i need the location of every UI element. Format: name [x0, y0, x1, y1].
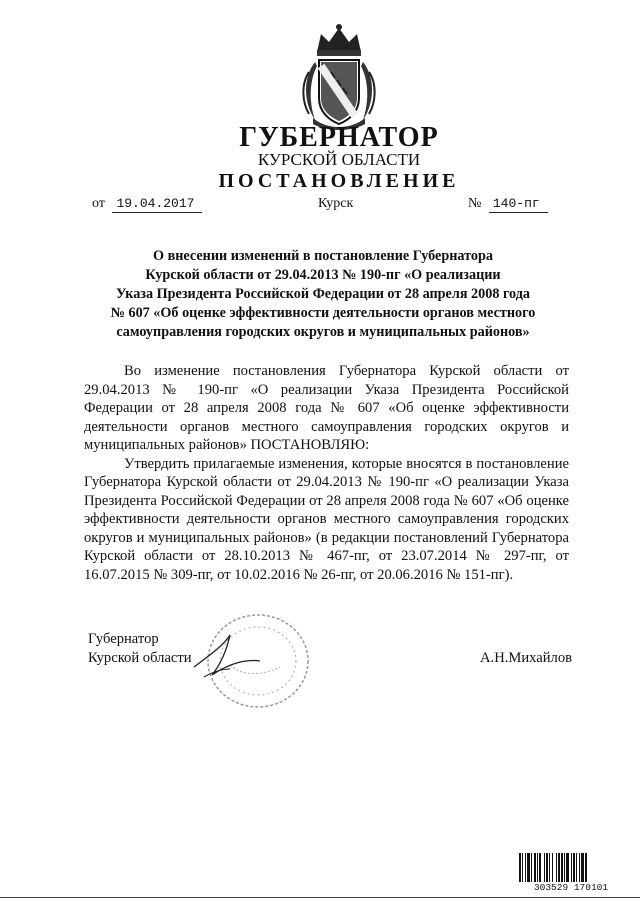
barcode-bar — [576, 853, 577, 883]
barcode-bar — [581, 853, 584, 883]
barcode-bar — [561, 853, 563, 883]
barcode-bar — [549, 853, 550, 883]
barcode-bar — [579, 853, 580, 883]
scan-edge-line — [0, 897, 640, 898]
coat-of-arms-emblem — [299, 22, 379, 130]
body-paragraph: Утвердить прилагаемые изменения, которые вносятся в постановление Губернатора Курской области от 29.04.2013 № 190-пг «О реализации Указа Президента Российской Федерации от 28 апреля 2008 года № 607 «Об оценке эффективности деятельности органов местного самоуправления городских округов и муниципальных районов» (в редакции постановлений Губернатора Курской области от 28.10.2013 № 467-пг, от 23.07.2014 № 297-пг, от 16.07.2015 № 309-пг, от 10.02.2016 № 26-пг, от 20.06.2016 № 151-пг). — [84, 455, 569, 583]
barcode-number: 303529 170101 — [519, 882, 623, 893]
date-value: 19.04.2017 — [112, 196, 202, 213]
barcode-bar — [534, 853, 536, 883]
governor-title: ГУБЕРНАТОР — [239, 122, 439, 153]
date-prefix: от — [92, 196, 105, 211]
document-kind: ПОСТАНОВЛЕНИЕ — [218, 170, 460, 192]
signer-title-line: Курской области — [88, 649, 192, 666]
barcode-bar — [531, 853, 532, 883]
heading-line: Курской области от 29.04.2013 № 190-пг «О реализации — [145, 267, 501, 283]
heading-line: самоуправления городских округов и муниципальных районов» — [116, 324, 530, 340]
barcode-bar — [519, 853, 521, 883]
barcode-bar — [556, 853, 557, 883]
signer-name: А.Н.Михайлов — [480, 650, 573, 666]
barcode-bar — [566, 853, 569, 883]
document-number — [468, 196, 548, 213]
barcode-bar — [571, 853, 572, 883]
heading-line: № 607 «Об оценке эффективности деятельности органов местного — [110, 305, 536, 321]
official-stamp — [190, 605, 320, 715]
document-body — [84, 362, 569, 584]
signer-title-line: Губернатор — [88, 631, 159, 647]
barcode-bar — [552, 853, 553, 883]
barcode-bar — [537, 853, 538, 883]
barcode-bar — [522, 853, 523, 883]
body-paragraph: Во изменение постановления Губернатора Курской области от 29.04.2013 № 190-пг «О реализации Указа Президента Российской Федерации от 28 апреля 2008 года № 607 «Об оценке эффективности деятельности органов местного самоуправления городских округов и муниципальных районов» ПОСТАНОВЛЯЮ: — [84, 363, 569, 453]
barcode-bar — [527, 853, 530, 883]
barcode-bar — [558, 853, 560, 883]
barcode-bar — [525, 853, 526, 883]
barcode-bar — [544, 853, 545, 883]
region-title: КУРСКОЙ ОБЛАСТИ — [257, 150, 421, 169]
barcode-bar — [546, 853, 548, 883]
number-prefix: № — [468, 196, 482, 211]
document-city: Курск — [318, 196, 354, 211]
document-heading — [78, 247, 568, 342]
barcode-bar — [573, 853, 575, 883]
heading-line: О внесении изменений в постановление Губернатора — [153, 248, 493, 264]
document-date — [92, 196, 202, 213]
barcode-bar — [564, 853, 565, 883]
barcode-bar — [539, 853, 541, 883]
number-value: 140-пг — [489, 196, 548, 213]
heading-line: Указа Президента Российской Федерации от 28 апреля 2008 года — [115, 286, 531, 302]
barcode-bar — [585, 853, 587, 883]
